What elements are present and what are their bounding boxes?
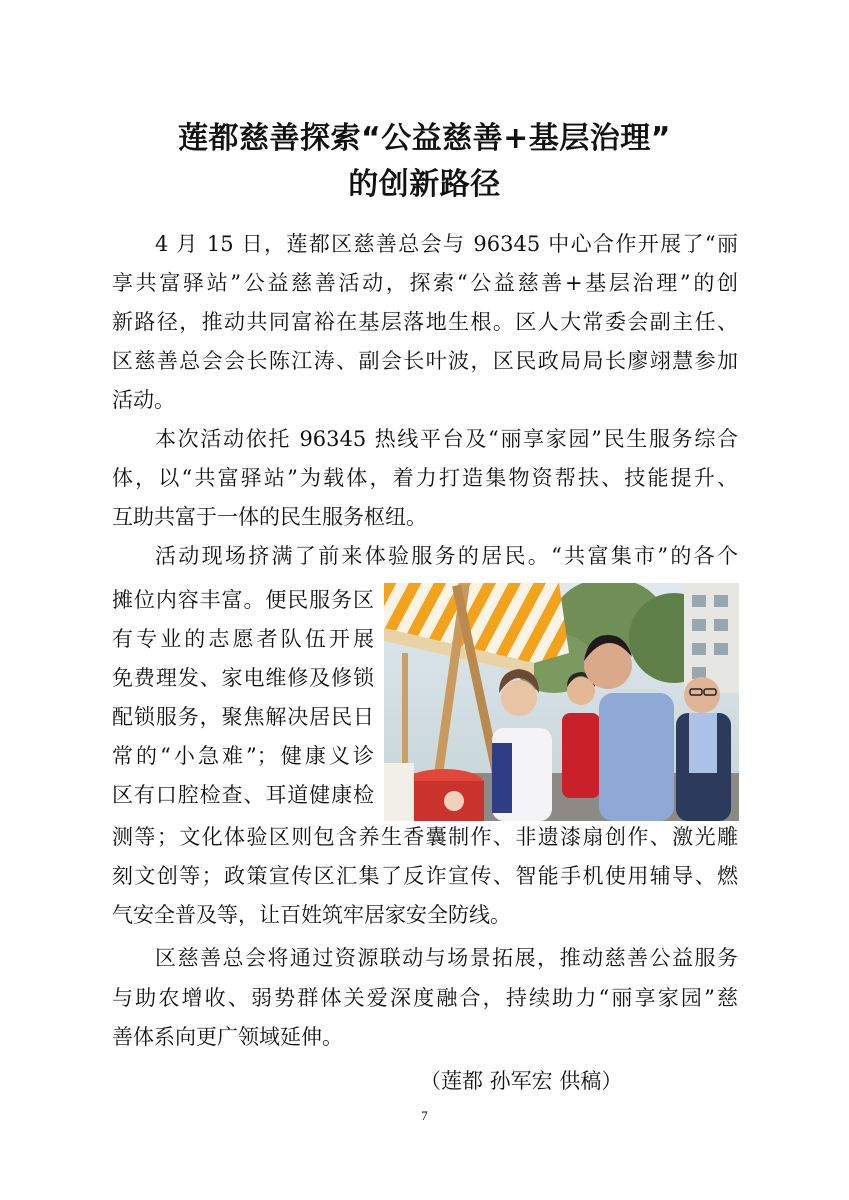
paragraph-1-line: 活动。 [112, 388, 175, 412]
paragraph-3-line: 区有口腔检查、耳道健康检 [112, 783, 374, 807]
paragraph-2-line: 本次活动依托 96345 热线平台及“丽享家园”民生服务综合 [155, 427, 738, 451]
paragraph-4-line: 与助农增收、弱势群体关爱深度融合，持续助力“丽享家园”慈 [112, 986, 738, 1010]
article-title-line-2: 的创新路径 [348, 167, 501, 202]
page-number: 7 [421, 1108, 428, 1123]
event-photo [384, 583, 739, 821]
paragraph-3-line: 气安全普及等，让百姓筑牢居家安全防线。 [112, 903, 511, 927]
paragraph-1-line: 区慈善总会会长陈江涛、副会长叶波，区民政局局长廖翊慧参加 [112, 349, 738, 373]
article-credit: （莲都 孙军宏 供稿） [420, 1069, 623, 1093]
paragraph-3-line: 活动现场挤满了前来体验服务的居民。“共富集市”的各个 [155, 544, 738, 568]
paragraph-3-line: 配锁服务，聚焦解决居民日 [112, 705, 374, 729]
paragraph-1-line: 享共富驿站”公益慈善活动，探索“公益慈善+基层治理”的创 [112, 271, 738, 295]
paragraph-4-line: 区慈善总会将通过资源联动与场景拓展，推动慈善公益服务 [155, 946, 738, 970]
paragraph-3-line: 测等；文化体验区则包含养生香囊制作、非遗漆扇创作、激光雕 [112, 825, 738, 849]
paragraph-3-line: 摊位内容丰富。便民服务区 [112, 588, 374, 612]
paragraph-3-line: 有专业的志愿者队伍开展 [112, 627, 374, 651]
paragraph-2-line: 互助共富于一体的民生服务枢纽。 [112, 505, 427, 529]
paragraph-2-line: 体，以“共富驿站”为载体，着力打造集物资帮扶、技能提升、 [112, 466, 738, 490]
article-title-line-1: 莲都慈善探索“公益慈善+基层治理” [177, 121, 672, 156]
paragraph-1-line: 新路径，推动共同富裕在基层落地生根。区人大常委会副主任、 [112, 310, 738, 334]
paragraph-1-line: 4 月 15 日，莲都区慈善总会与 96345 中心合作开展了“丽 [155, 232, 738, 256]
paragraph-4-line: 善体系向更广领域延伸。 [112, 1025, 343, 1049]
paragraph-3-line: 常的“小急难”；健康义诊 [112, 744, 374, 768]
paragraph-3-line: 免费理发、家电维修及修锁 [112, 666, 374, 690]
paragraph-3-line: 刻文创等；政策宣传区汇集了反诈宣传、智能手机使用辅导、燃 [112, 864, 738, 888]
